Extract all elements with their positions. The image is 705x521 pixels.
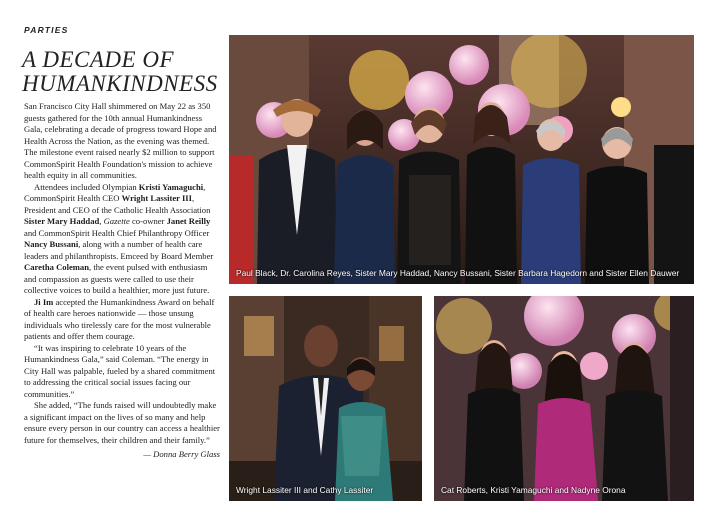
photo-caption: Paul Black, Dr. Carolina Reyes, Sister Mary Haddad, Nancy Bussani, Sister Barbara Hagedorn and Sister Ellen Dauwer <box>236 268 680 278</box>
name-janet-reilly: Janet Reilly <box>166 216 211 226</box>
article-paragraph: San Francisco City Hall shimmered on May 22 as 350 guests gathered for the 10th annual Humankindness Gala, celebrating a decade of progress toward Hope and Health Across the Nation, as the evening was themed. The milestone event raised nearly $2 million to support CommonSpirit Health Foundation's mission to achieve health equity in all communities. <box>24 101 217 180</box>
publication-name: Gazette <box>103 216 130 226</box>
name-nancy-bussani: Nancy Bussani <box>24 239 79 249</box>
trio-photo-illustration <box>434 296 694 501</box>
article-body <box>24 101 220 461</box>
headline: A DECADE OF HUMANKINDNESS <box>22 47 218 96</box>
photo-bottom-right <box>434 296 694 501</box>
name-sister-mary-haddad: Sister Mary Haddad <box>24 216 100 226</box>
group-photo-illustration <box>229 35 694 284</box>
article-paragraph: Ji Im accepted the Humankindness Award on behalf of health care heroes nationwide — those unsung individuals who tirelessly care for the most vulnerable patients and offer them courage. <box>24 296 215 341</box>
section-label: PARTIES <box>24 25 69 35</box>
name-kristi-yamaguchi: Kristi Yamaguchi <box>138 181 204 192</box>
article-paragraph: Attendees included Olympian Kristi Yamaguchi, CommonSpirit Health CEO Wright Lassiter III, President and CEO of the Catholic Health Association Sister Mary Haddad, Gazette co-owner Janet Reilly and CommonSpirit Health Chief Philanthropy Officer Nancy Bussani, along with a number of health care leaders and philanthropists. Emceed by Board Member Caretha Coleman, the event pulsed with enthusiasm and compassion as guests were called to use their collective voices to build a healthier, more just future. <box>24 181 214 295</box>
article-paragraph: She added, “The funds raised will undoubtedly make a significant impact on the lives of so many and help ensure every person in our country can access a healthier future for themselves, their children and their family.” <box>24 400 220 445</box>
name-wright-lassiter: Wright Lassiter III <box>121 193 192 203</box>
photo-caption: Cat Roberts, Kristi Yamaguchi and Nadyne Orona <box>441 485 626 495</box>
byline: — Donna Berry Glass <box>143 449 220 459</box>
name-caretha-coleman: Caretha Coleman <box>24 262 90 272</box>
article-paragraph: “It was inspiring to celebrate 10 years of the Humankindness Gala,” said Coleman. “The energy in City Hall was palpable, fueled by a shared commitment to addressing the critical social issues facing our communities.” <box>24 342 216 399</box>
photo-caption: Wright Lassiter III and Cathy Lassiter <box>236 485 374 495</box>
couple-photo-illustration <box>229 296 422 501</box>
photo-bottom-left <box>229 296 422 501</box>
name-ji-im: Ji Im <box>34 296 54 307</box>
photo-top-group <box>229 35 694 284</box>
